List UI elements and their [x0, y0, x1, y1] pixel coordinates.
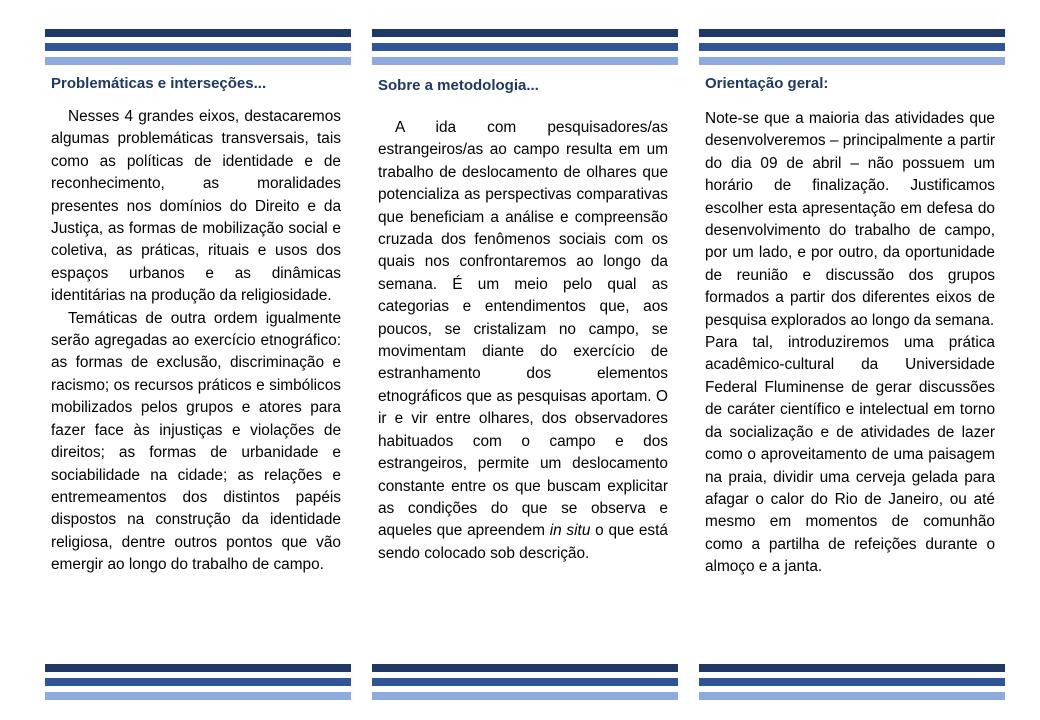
bar-dark: [699, 664, 1005, 672]
paragraph: Para tal, introduziremos uma prática acadêmico-cultural da Universidade Federal Fluminense de gerar discussões de caráter científico e intelectual em torno da socialização e de atividades de lazer como o aproveitamento de uma paisagem na praia, dividir uma cerveja gelada para afagar o calor do Rio de Janeiro, ou até mesmo em momentos de comunhão como a partilha de refeições durante o almoço e a janta.: [705, 334, 995, 576]
section-body: [378, 117, 668, 565]
bar-dark: [699, 29, 1005, 37]
paragraph: Note-se que a maioria das atividades que desenvolveremos – principalmente a partir do dia 09 de abril – não possuem um horário de finalização. Justificamos escolher esta apresentação em defesa do desenvolvimento do trabalho de campo, por um lado, e por outro, da oportunidade de reunião e discussão dos grupos formados a partir dos diferentes eixos de pesquisa explorados ao longo da semana.: [705, 110, 996, 329]
section-heading: Problemáticas e interseções...: [51, 75, 267, 92]
top-decorative-bars: [372, 29, 678, 65]
bar-light: [45, 57, 351, 65]
section-body: [51, 106, 341, 577]
bar-light: [372, 57, 678, 65]
section-heading: Sobre a metodologia...: [378, 77, 539, 94]
top-decorative-bars: [45, 29, 351, 65]
paragraph: Nesses 4 grandes eixos, destacaremos algumas problemáticas transversais, tais como as políticas de identidade e de reconhecimento, as moralidades presentes nos domínios do Direito e da Justiça, as formas de mobilização social e coletiva, as práticas, rituais e usos dos espaços urbanos e as dinâmicas identitárias na produção da religiosidade.: [51, 108, 341, 305]
bar-light: [45, 692, 351, 700]
bar-mid: [372, 678, 678, 686]
bar-mid: [45, 678, 351, 686]
bar-mid: [45, 43, 351, 51]
bar-dark: [372, 664, 678, 672]
bar-dark: [45, 664, 351, 672]
bar-mid: [372, 43, 678, 51]
italic-term: in situ: [549, 522, 591, 540]
column-problematicas: [45, 0, 351, 720]
bar-mid: [699, 678, 1005, 686]
paragraph: [378, 117, 668, 565]
bar-light: [699, 692, 1005, 700]
column-orientacao: [699, 0, 1005, 720]
bar-light: [699, 57, 1005, 65]
column-metodologia: [372, 0, 678, 720]
top-decorative-bars: [699, 29, 1005, 65]
bar-dark: [45, 29, 351, 37]
bottom-decorative-bars: [699, 664, 1005, 700]
paragraph-text: A ida com pesquisadores/as estrangeiros/as ao campo resulta em um trabalho de deslocamento de olhares que potencializa as perspectivas comparativas que beneficiam a análise e compreensão cruzada dos fenômenos sociais com os quais nos confrontaremos ao longo da semana. É um meio pelo qual as categorias e entendimentos que, aos poucos, se cristalizam no campo, se movimentam diante do exercício de estranhamento dos elementos etnográficos que as pesquisas aportam. O ir e vir entre olhares, dos observadores habituados com o campo e dos estrangeiros, permite um deslocamento constante entre os que buscam explicitar as condições do que se observa e aqueles que apreendem: [378, 119, 668, 540]
bar-dark: [372, 29, 678, 37]
paragraph: Temáticas de outra ordem igualmente serão agregadas ao exercício etnográfico: as formas de exclusão, discriminação e racismo; os recursos práticos e simbólicos mobilizados pelos grupos e atores para fazer face às injustiças e violações de direitos; as formas de urbanidade e sociabilidade na cidade; as relações e entremeamentos dos distintos papéis dispostos na construção da identidade religiosa, dentre outros pontos que vão emergir ao longo do trabalho de campo.: [51, 309, 341, 574]
bar-light: [372, 692, 678, 700]
paragraph-text: o que está sendo colocado sob descrição.: [378, 522, 668, 562]
section-body: [705, 108, 995, 579]
bottom-decorative-bars: [372, 664, 678, 700]
section-heading: Orientação geral:: [705, 75, 829, 92]
bar-mid: [699, 43, 1005, 51]
bottom-decorative-bars: [45, 664, 351, 700]
